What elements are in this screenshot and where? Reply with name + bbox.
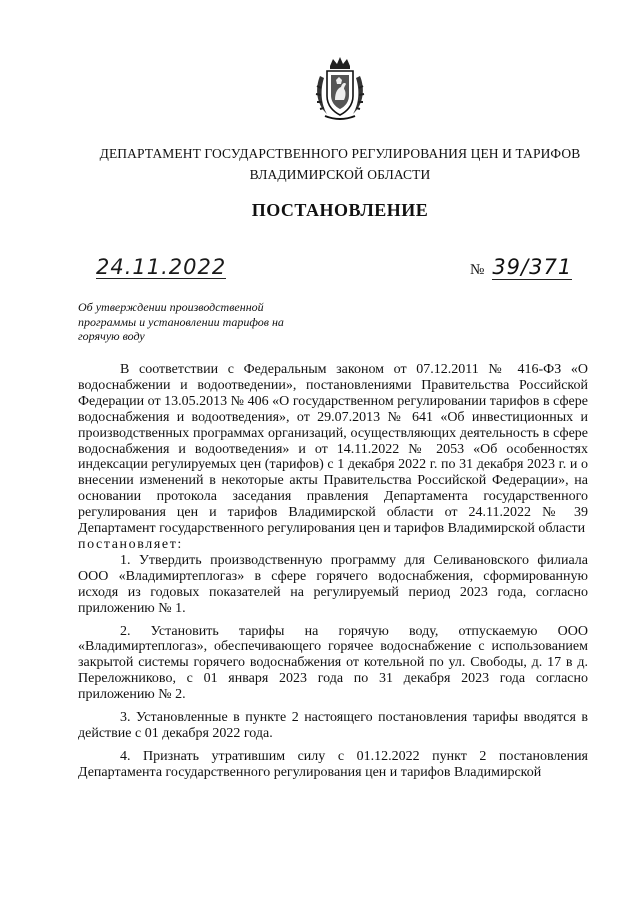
document-body: [78, 362, 588, 788]
decree-word: постановляет:: [78, 536, 183, 552]
document-number: 39/371: [492, 255, 573, 279]
clause-1: 1. Утвердить производственную программу для Селивановского филиала ООО «Владимиртеплогаз» в сфере горячего водоснабжения, сформированную исходя из годовых показателей на регулируемый период 2023 года, согласно приложению № 1.: [78, 552, 588, 616]
document-title: ПОСТАНОВЛЕНИЕ: [251, 200, 429, 220]
clause-3: 3. Установленные в пункте 2 настоящего постановления тарифы вводятся в действие с 01 декабря 2022 года.: [78, 710, 588, 741]
preamble-paragraph: В соответствии с Федеральным законом от 07.12.2011 № 416-ФЗ «О водоснабжении и водоотведении», постановлениями Правительства Российской Федерации от 13.05.2013 № 406 «О государственном регулировании тарифов в сфере водоснабжения и водоотведения», от 29.07.2013 № 641 «Об инвестиционных и производственных программах организаций, осуществляющих деятельность в сфере водоснабжения и водоотведения» и от 14.11.2022 № 2053 «Об особенностях индексации регулируемых цен (тарифов) с 1 декабря 2022 г. по 31 декабря 2023 г. и о внесении изменений в некоторые акты Правительства Российской Федерации», на основании протокола заседания правления Департамента государственного регулирования цен и тарифов Владимирской области от 24.11.2022 № 39 Департамент государственного регулирования цен и тарифов Владимирской области: [78, 362, 588, 537]
department-name-line2: ВЛАДИМИРСКОЙ ОБЛАСТИ: [249, 167, 431, 182]
document-subject: Об утверждении производственной программы и установлении тарифов на горячую воду: [78, 300, 284, 343]
clause-2: 2. Установить тарифы на горячую воду, отпускаемую ООО «Владимиртеплогаз», обеспечивающего горячее водоснабжение с использованием закрытой системы горячего водоснабжения от котельной по ул. Свободы, д. 17 в д. Переложниково, с 01 января 2023 года по 31 декабря 2023 года согласно приложению № 2.: [78, 623, 588, 703]
clause-4: 4. Признать утратившим силу с 01.12.2022 пункт 2 постановления Департамента государственного регулирования цен и тарифов Владимирской: [78, 748, 588, 780]
department-name-line1: ДЕПАРТАМЕНТ ГОСУДАРСТВЕННОГО РЕГУЛИРОВАНИЯ ЦЕН И ТАРИФОВ: [99, 146, 581, 161]
number-sign: №: [470, 262, 485, 278]
document-number-block: [470, 256, 572, 281]
document-date: 24.11.2022: [96, 255, 227, 279]
coat-of-arms-icon: [311, 56, 369, 124]
